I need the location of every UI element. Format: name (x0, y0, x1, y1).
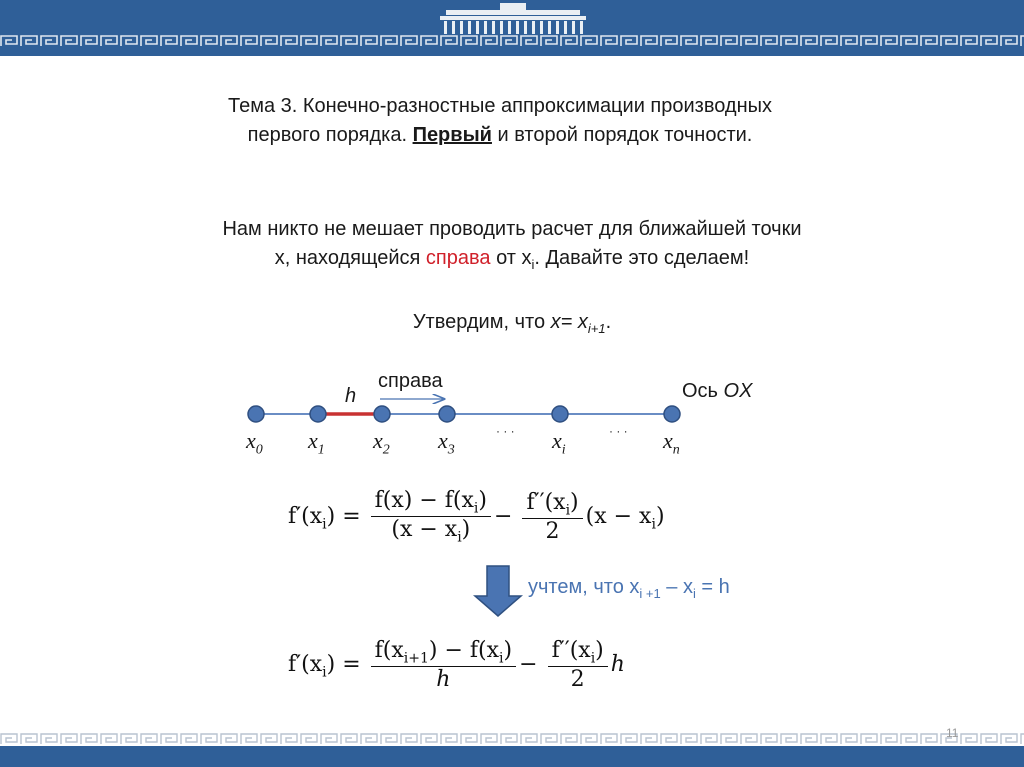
title-line-2-end: и второй порядок точности. (491, 124, 753, 146)
point-label-x2 (373, 428, 390, 458)
note-sub-2: i (692, 586, 696, 601)
f2-frac2-num-sub: i (590, 650, 596, 667)
f2-frac2-den: 2 (570, 667, 585, 693)
f1-frac2-num (522, 490, 582, 519)
f1-tail-sub: i (651, 516, 656, 533)
note-mid: – x (660, 576, 693, 598)
note-pre: учтем, что x (528, 576, 640, 598)
f1-frac1-den-end: ) (461, 517, 471, 543)
f1-frac2-num-end: ) (570, 489, 579, 515)
direction-label: справа (378, 370, 443, 392)
h-label: h (345, 385, 357, 407)
substitution-note (528, 576, 730, 601)
node-x2 (374, 406, 390, 422)
point-sub: n (672, 442, 680, 458)
axis-name-italic: OX (723, 380, 753, 402)
node-xn (664, 406, 680, 422)
f2-tail: h (610, 652, 625, 678)
f1-frac2-num-sub: i (565, 502, 571, 519)
f1-frac1-num-sub: i (473, 500, 479, 517)
title-emphasis: Первый (412, 124, 492, 146)
f1-tail: (x − x (585, 503, 652, 529)
point-sub: 2 (382, 442, 390, 458)
point-label-x0 (246, 428, 263, 458)
point-base: x (552, 428, 562, 453)
f1-frac1-num-end: ) (478, 488, 487, 513)
f1-lhs: f′(x (288, 503, 323, 529)
node-x1 (310, 406, 326, 422)
f1-frac1-den-text: (x − x (391, 517, 458, 543)
f2-fraction-1 (371, 638, 516, 692)
page-number: 11 (946, 726, 959, 740)
point-sub: i (561, 442, 566, 458)
paragraph-line-2-mid: от x (490, 247, 532, 269)
f2-frac1-num-sub2: i (499, 650, 504, 667)
title-line-2-start: первого порядка. (247, 124, 413, 146)
f1-fraction-1 (371, 488, 491, 546)
f1-frac1-num (371, 488, 491, 517)
down-arrow-icon (475, 566, 521, 616)
ellipsis-2: · · · (609, 424, 628, 438)
claim-sub: i+1 (587, 321, 606, 336)
node-x0 (248, 406, 264, 422)
point-base: x (438, 428, 448, 453)
point-base: x (373, 428, 383, 453)
formula-2 (288, 638, 625, 692)
claim-start: Утвердим, что (412, 311, 551, 333)
f2-frac1-num-mid: ) − f(x (428, 638, 500, 663)
f2-lhs-sub: i (322, 664, 327, 681)
f2-frac1-num (371, 638, 516, 667)
claim-eq: = x (560, 311, 588, 333)
f2-frac1-den: h (436, 667, 451, 693)
point-base: x (246, 428, 256, 453)
node-xi (552, 406, 568, 422)
f1-minus: − (494, 503, 513, 529)
f1-lhs-end: ) = (326, 503, 361, 529)
point-sub: 1 (317, 442, 325, 458)
point-label-x1 (308, 428, 325, 458)
point-sub: 3 (447, 442, 455, 458)
f1-frac2-den: 2 (545, 519, 560, 545)
point-base: x (308, 428, 318, 453)
f2-frac1-num-sub: i+1 (403, 650, 429, 667)
f1-frac1-den (371, 517, 491, 545)
axis-name (682, 380, 752, 403)
point-label-x3 (438, 428, 455, 458)
claim-end: . (605, 311, 612, 333)
highlight-right: справа (425, 247, 491, 269)
paragraph-line-2-end: . Давайте это сделаем! (534, 247, 750, 269)
f1-frac2-num-text: f′′(x (526, 489, 566, 515)
point-label-xi (552, 428, 566, 458)
ellipsis-1: · · · (496, 424, 515, 438)
f2-frac2-num (548, 638, 608, 667)
note-post: = h (695, 576, 730, 598)
f2-fraction-2 (548, 638, 608, 692)
f1-fraction-2 (522, 490, 582, 544)
point-label-xn (663, 428, 680, 458)
point-sub: 0 (255, 442, 263, 458)
note-sub-1: i +1 (639, 586, 661, 601)
f1-lhs-sub: i (322, 516, 327, 533)
f2-minus: − (519, 652, 538, 678)
title-line-1: Тема 3. Конечно-разностные аппроксимации производных (227, 95, 773, 117)
formula-1 (288, 488, 665, 546)
paragraph-line-2-start: x, находящейся (274, 247, 426, 269)
f2-frac2-num-end: ) (595, 638, 604, 663)
f2-frac1-num-end: ) (503, 638, 513, 663)
point-base: x (663, 428, 673, 453)
claim-x: x (550, 311, 561, 333)
f1-tail-end: ) (655, 503, 665, 529)
f2-frac1-num-text: f(x (374, 638, 404, 663)
f2-lhs-end: ) = (326, 652, 361, 678)
f1-frac1-den-sub: i (457, 529, 462, 546)
axis-name-pre: Ось (682, 380, 724, 402)
node-x3 (439, 406, 455, 422)
f2-lhs: f′(x (288, 652, 323, 678)
f2-frac2-num-text: f′′(x (551, 638, 591, 663)
paragraph-sub: i (531, 257, 535, 272)
paragraph-line-1: Нам никто не мешает проводить расчет для ближайшей точки (222, 218, 802, 240)
f1-frac1-num-text: f(x) − f(x (374, 488, 474, 513)
